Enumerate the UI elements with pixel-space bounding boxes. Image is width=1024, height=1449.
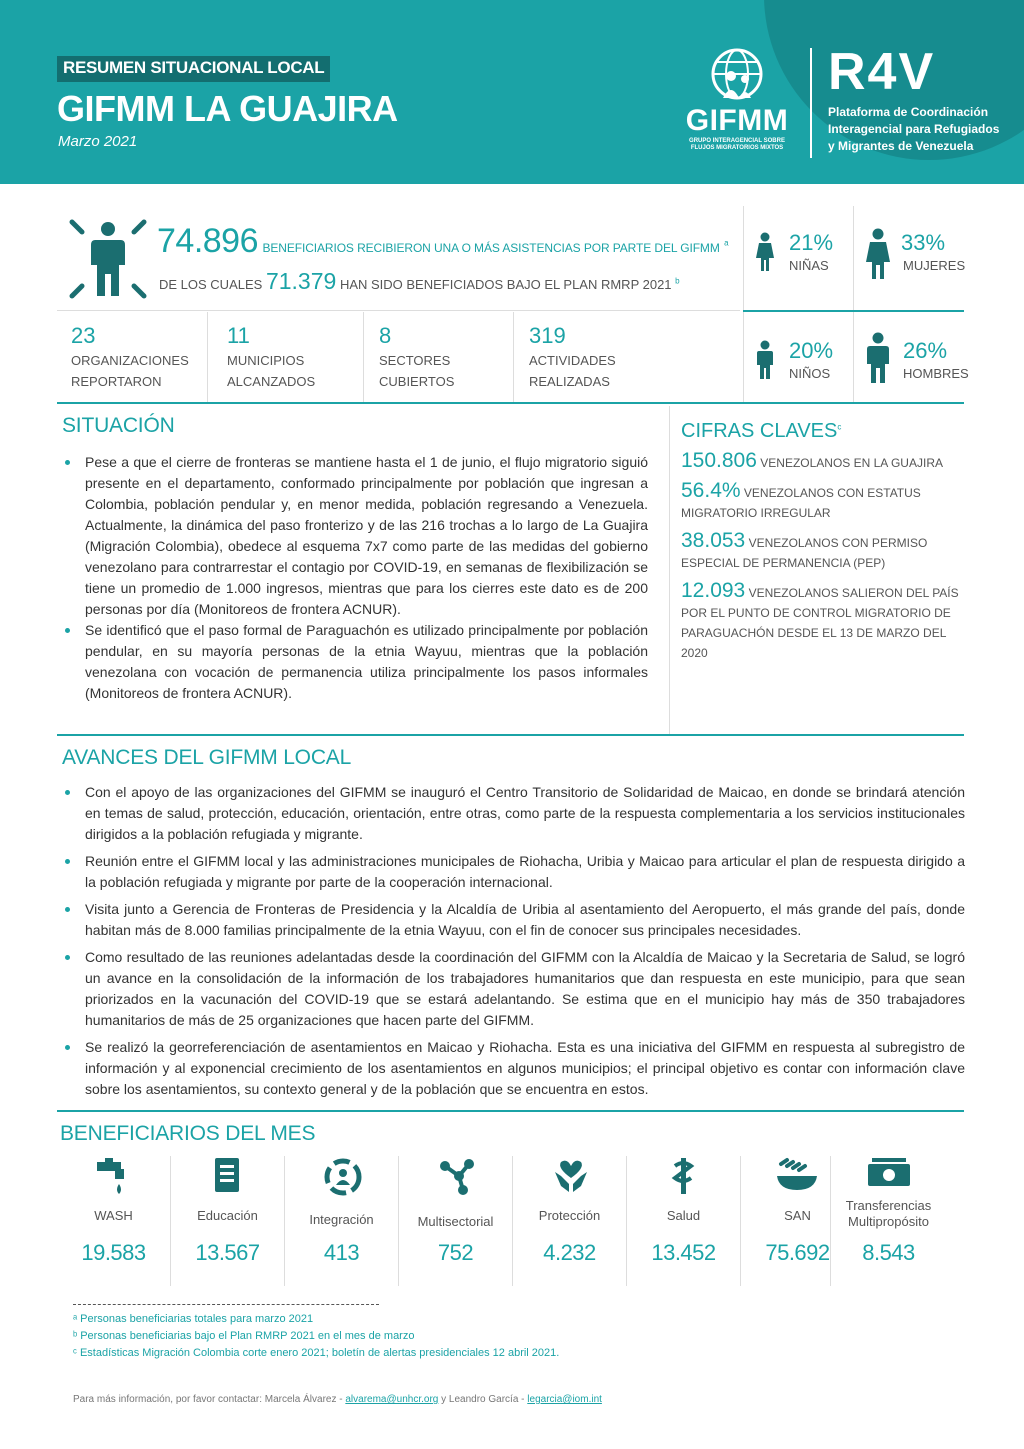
network-icon xyxy=(437,1156,477,1196)
cifra-item: 150.806 VENEZOLANOS EN LA GUAJIRA xyxy=(681,449,943,472)
cifra-item: 38.053 VENEZOLANOS CON PERMISO ESPECIAL DE PERMANENCIA (PEP) xyxy=(681,529,928,570)
sector-educacion: Educación 13.567 xyxy=(171,1156,284,1286)
stat-actividades: 319 ACTIVIDADES REALIZADAS xyxy=(529,323,616,389)
stat-sectores: 8 SECTORES CUBIERTOS xyxy=(379,323,455,389)
rmrp-beneficiaries: DE LOS CUALES 71.379 HAN SIDO BENEFICIADOS BAJO EL PLAN RMRP 2021 $^b$ xyxy=(159,268,680,294)
avances-list xyxy=(60,782,965,1100)
cifra-item: 12.093 VENEZOLANOS SALIERON DEL PAÍS POR EL PUNTO DE CONTROL MIGRATORIO DE PARAGUACHÓN DESDE EL 13 DE MARZO DEL 2020 xyxy=(681,579,959,660)
total-beneficiaries: 74.896 BENEFICIARIOS RECIBIERON UNA O MÁS ASISTENCIAS POR PARTE DEL GIFMM $^a$ xyxy=(157,222,729,260)
gifmm-subtitle: GRUPO INTERAGENCIAL SOBRE FLUJOS MIGRATORIOS MIXTOS xyxy=(689,138,785,151)
logo-divider xyxy=(810,48,812,158)
gifmm-logo xyxy=(680,46,794,158)
book-icon xyxy=(209,1156,245,1196)
beneficiarios-grid xyxy=(57,1156,967,1286)
integration-icon xyxy=(323,1156,363,1198)
food-bowl-icon xyxy=(775,1156,819,1196)
report-type-tag: RESUMEN SITUACIONAL LOCAL xyxy=(57,56,330,82)
rmrp-value: 71.379 xyxy=(265,268,337,294)
demo-mujeres: 33% MUJERES xyxy=(855,212,963,304)
girl-icon xyxy=(755,232,775,272)
demo-ninas: 21% NIÑAS xyxy=(745,212,853,304)
page-title: GIFMM LA GUAJIRA xyxy=(57,88,398,129)
cifra-item: 56.4% VENEZOLANOS CON ESTATUS MIGRATORIO IRREGULAR xyxy=(681,479,921,520)
sector-integracion: Integración 413 xyxy=(285,1156,398,1286)
footnote-divider xyxy=(73,1304,379,1305)
boy-icon xyxy=(755,340,775,380)
cash-icon xyxy=(866,1156,912,1192)
situacion-title: SITUACIÓN xyxy=(62,414,175,437)
header-banner xyxy=(0,0,1024,184)
demo-ninos: 20% NIÑOS xyxy=(745,320,853,412)
email-link-garcia[interactable]: legarcia@iom.int xyxy=(527,1394,602,1405)
r4v-wordmark: R4V xyxy=(828,43,936,101)
section-rule xyxy=(57,1110,964,1112)
sector-multisectorial: Multisectorial 752 xyxy=(399,1156,512,1286)
list-item: Con el apoyo de las organizaciones del GIFMM se inauguró el Centro Transitorio de Solidaridad de Maicao, en donde se brindará atención en temas de salud, protección, educación, orientación, entre otras, como parte de la respuesta complementaria a los servicios institucionales dirigidos a la población refugiada y migrante. xyxy=(60,782,965,845)
sector-transferencias: Transferencias Multipropósito 8.543 xyxy=(832,1156,946,1286)
email-link-alvarez[interactable]: alvarema@unhcr.org xyxy=(345,1394,439,1405)
sector-proteccion: Protección 4.232 xyxy=(513,1156,626,1286)
contact-line: Para más información, por favor contactar: Marcela Álvarez - alvarema@unhcr.org y Leandro García - legarcia@iom.int xyxy=(73,1394,602,1405)
health-icon xyxy=(665,1156,701,1196)
sector-san: SAN 75.692 xyxy=(741,1156,854,1286)
r4v-logo xyxy=(828,44,999,155)
list-item: Pese a que el cierre de fronteras se mantiene hasta el 1 de junio, el flujo migratorio siguió presente en el departamento, conformado principalmente por población que ingresan a Colombia, población pendular y, en menor medida, población regresando a Venezuela. Actualmente, la dinámica del paso fronterizo y de las 216 trochas a lo largo de La Guajira (Migración Colombia), obedece al esquema 7x7 como parte de las medidas del gobierno venezolano para contrarrestar el contagio por COVID-19, en semanas de flexibilización se tiene un promedio de 1.000 ingresos, mientras que para los cierres este dato es de 200 personas por día (Monitoreos de frontera ACNUR). xyxy=(60,452,648,620)
avances-title: AVANCES DEL GIFMM LOCAL xyxy=(62,746,352,769)
person-arrows-icon xyxy=(68,218,148,300)
sector-salud: Salud 13.452 xyxy=(627,1156,740,1286)
beneficiarios-title: BENEFICIARIOS DEL MES xyxy=(60,1122,316,1145)
section-rule xyxy=(57,734,964,736)
protection-hands-icon xyxy=(551,1156,591,1196)
list-item: Reunión entre el GIFMM local y las administraciones municipales de Riohacha, Uribia y Maicao para articular el plan de respuesta dirigido a la población refugiada y migrante por parte de la cooperación internacional. xyxy=(60,851,965,893)
total-caption: BENEFICIARIOS RECIBIERON UNA O MÁS ASISTENCIAS POR PARTE DEL GIFMM xyxy=(262,241,720,255)
water-tap-icon xyxy=(95,1156,131,1196)
footnotes xyxy=(73,1304,559,1362)
list-item: Como resultado de las reuniones adelantadas desde la coordinación del GIFMM con la Alcaldía de Maicao y la Secretaria de Salud, se logró un avance en la consolidación de la información de los trabajadores humanitarios que dan respuesta en este municipio, para que sean priorizados en la vacunación del COVID-19 que se estará adelantando. Se estima que en el municipio hay más de 350 trabajadores humanitarios de más de 25 organizaciones que hacen parte del GIFMM. xyxy=(60,947,965,1031)
cifras-title: CIFRAS CLAVES$^c$ xyxy=(681,420,842,442)
total-value: 74.896 xyxy=(157,222,258,260)
stat-organizaciones: 23 ORGANIZACIONES REPORTARON xyxy=(71,323,189,389)
list-item: Se realizó la georreferenciación de asentamientos en Maicao y Riohacha. Esta es una iniciativa del GIFMM en respuesta al subregistro de información y al exponencial crecimiento de los asentamientos en algunos municipios; el principal objetivo es contar con información clave sobre los asentamientos, su contexto general y de la población que se encuentra en estos. xyxy=(60,1037,965,1100)
globe-people-icon xyxy=(705,46,769,102)
demo-hombres: 26% HOMBRES xyxy=(855,320,963,412)
woman-icon xyxy=(865,228,891,280)
divider xyxy=(57,310,740,311)
stats-row xyxy=(57,312,740,402)
gifmm-wordmark: GIFMM xyxy=(685,104,789,137)
footnote-c: ᶜ Estadísticas Migración Colombia corte enero 2021; boletín de alertas presidenciales 12 abril 2021. xyxy=(73,1347,560,1359)
man-icon xyxy=(865,332,891,384)
cifras-claves xyxy=(681,420,966,671)
section-rule xyxy=(57,402,964,404)
list-item: Visita junto a Gerencia de Fronteras de Presidencia y la Alcaldía de Uribia al asentamiento del Aeropuerto, el más grande del país, donde habitan más de 8.000 familias principalmente de la etnia Wayuu, con el fin de conocer sus principales necesidades. xyxy=(60,899,965,941)
footnote-a: ᵃ Personas beneficiarias totales para marzo 2021 xyxy=(73,1313,314,1325)
footnote-b: ᵇ Personas beneficiarias bajo el Plan RMRP 2021 en el mes de marzo xyxy=(73,1330,415,1342)
situacion-list xyxy=(60,452,648,704)
stat-municipios: 11 MUNICIPIOS ALCANZADOS xyxy=(227,323,316,389)
r4v-subtitle: Plataforma de Coordinación Interagencial para Refugiados y Migrantes de Venezuela xyxy=(828,105,1000,153)
sector-wash: WASH 19.583 xyxy=(57,1156,170,1286)
report-date: Marzo 2021 xyxy=(58,133,138,150)
list-item: Se identificó que el paso formal de Paraguachón es utilizado principalmente por población pendular, en su mayoría personas de la etnia Wayuu, mientras que la población venezolana con vocación de permanencia utiliza principalmente los pasos informales (Monitoreos de frontera ACNUR). xyxy=(60,620,648,704)
